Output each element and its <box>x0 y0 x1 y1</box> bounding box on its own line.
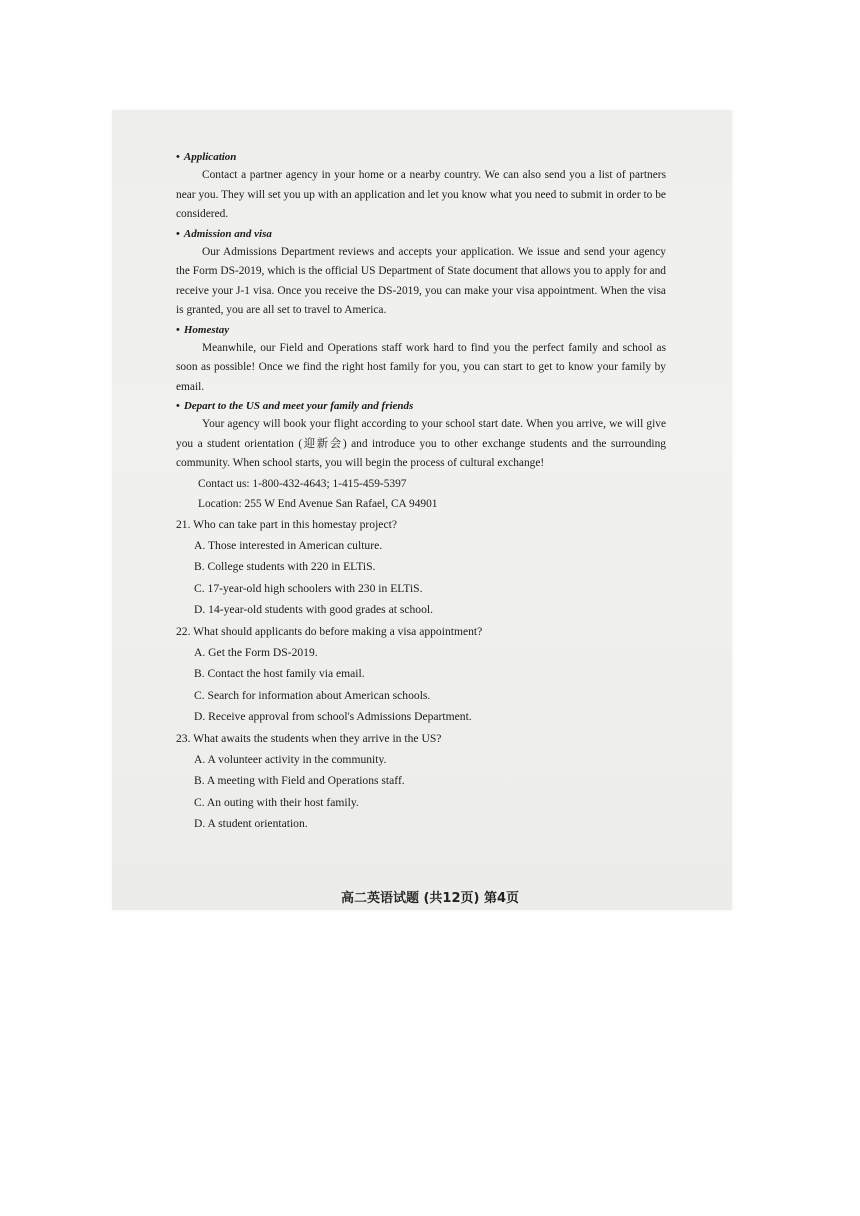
section-heading-depart: • Depart to the US and meet your family and friends <box>176 400 414 412</box>
question-23: 23. What awaits the students when they arrive in the US? <box>176 731 442 745</box>
section-heading-application: • Application <box>176 151 237 163</box>
section-heading-admission: • Admission and visa <box>176 227 272 240</box>
option-23-d: D. A student orientation. <box>194 817 308 830</box>
bullet-icon: • <box>176 323 180 336</box>
section-text-application: Contact a partner agency in your home or a nearby country. We can also send you a list of partners near you. They will set you up with an application and let you know what you need to submit in order to be considered. <box>176 169 666 220</box>
contact-location: Location: 255 W End Avenue San Rafael, CA 94901 <box>198 497 438 510</box>
document-body <box>176 148 666 835</box>
option-23-c: C. An outing with their host family. <box>194 795 359 809</box>
option-22-a: A. Get the Form DS-2019. <box>194 645 318 659</box>
option-22-d: D. Receive approval from school's Admissions Department. <box>194 710 472 723</box>
option-21-c: C. 17-year-old high schoolers with 230 in ELTiS. <box>194 581 423 595</box>
section-heading-homestay: • Homestay <box>176 323 230 336</box>
bullet-icon: • <box>176 151 180 163</box>
option-22-c: C. Search for information about American schools. <box>194 688 431 702</box>
option-22-b: B. Contact the host family via email. <box>194 667 365 680</box>
option-21-d: D. 14-year-old students with good grades at school. <box>194 603 434 616</box>
question-22: 22. What should applicants do before making a visa appointment? <box>176 624 483 638</box>
option-23-a: A. A volunteer activity in the community. <box>194 752 387 766</box>
bullet-icon: • <box>176 400 180 412</box>
contact-phone: Contact us: 1-800-432-4643; 1-415-459-5397 <box>198 477 407 490</box>
option-21-b: B. College students with 220 in ELTiS. <box>194 560 376 573</box>
question-21: 21. Who can take part in this homestay project? <box>176 517 397 531</box>
option-21-a: A. Those interested in American culture. <box>194 538 383 552</box>
page-footer: 高二英语试题 (共12页) 第4页 <box>340 891 520 906</box>
bullet-icon: • <box>176 227 180 240</box>
section-text-homestay: Meanwhile, our Field and Operations staff work hard to find you the perfect family and school as soon as possible! Once we find the right host family for you, you can start to get to know your family by email. <box>176 341 666 393</box>
option-23-b: B. A meeting with Field and Operations staff. <box>194 774 405 787</box>
section-text-admission: Our Admissions Department reviews and accepts your application. We issue and send your agency the Form DS-2019, which is the official US Department of State document that allows you to apply for and receive your J-1 visa. Once you receive the DS-2019, you can make your visa appointment. When the visa is granted, you are all set to travel to America. <box>176 245 666 316</box>
section-text-depart: Your agency will book your flight according to your school start date. When you arrive, we will give you a student orientation (迎新会) and introduce you to other exchange students and the surrounding community. When school starts, you will begin the process of cultural exchange! <box>176 418 666 469</box>
